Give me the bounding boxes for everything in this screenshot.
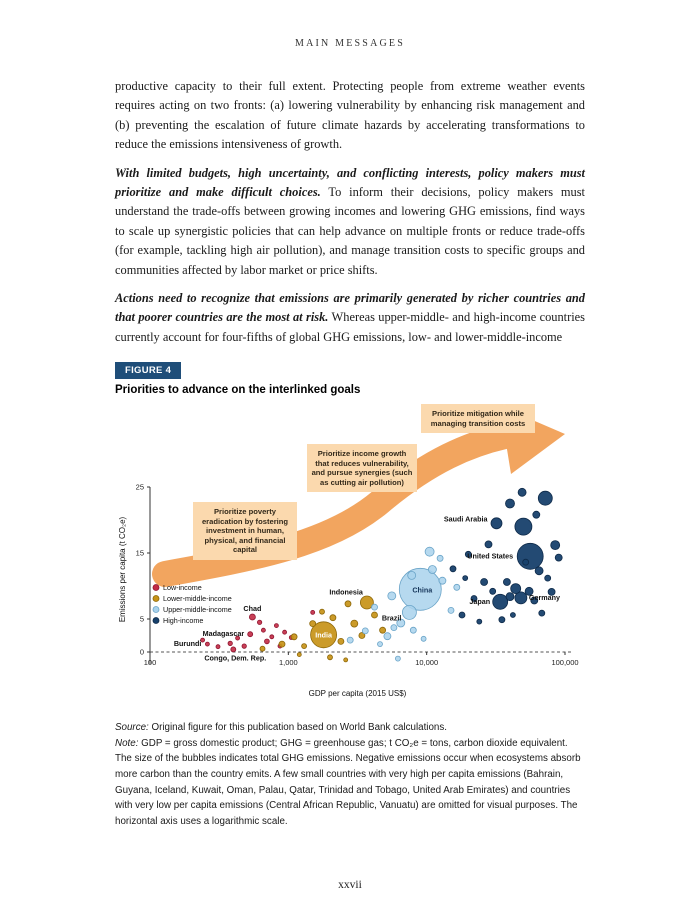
figure-badge: FIGURE 4	[115, 362, 181, 379]
bubble	[362, 628, 368, 634]
bubble	[523, 559, 529, 565]
bubble	[485, 541, 492, 548]
bubble	[297, 653, 301, 657]
note-line	[115, 736, 585, 830]
bubble	[517, 544, 543, 570]
bubble	[551, 541, 560, 550]
paragraph-lead: With limited budgets, high uncertainty, and conflicting interests, policy makers must prioritize and make difficult choices.	[115, 165, 585, 200]
bubble	[538, 491, 552, 505]
legend-marker	[153, 618, 159, 624]
bubble	[493, 595, 508, 610]
note-label: Note:	[115, 737, 139, 749]
paragraph	[115, 164, 585, 280]
bubble	[302, 644, 307, 649]
y-tick-label: 25	[135, 482, 144, 492]
figure-source-note	[115, 720, 585, 829]
running-header: MAIN MESSAGES	[294, 38, 405, 49]
annotation-priority-poverty: Prioritize poverty eradication by fostering investment in human, physical, and financial capital	[193, 502, 297, 559]
bubble	[378, 642, 383, 647]
bubble	[274, 624, 278, 628]
y-tick-label: 15	[135, 548, 144, 558]
country-label: Germany	[528, 593, 561, 603]
x-tick-label: 100,000	[551, 658, 579, 668]
bubble	[291, 634, 297, 640]
bubble	[539, 610, 545, 616]
bubble	[437, 556, 443, 562]
x-axis-title: GDP per capita (2015 US$)	[308, 689, 407, 699]
bubble	[395, 656, 400, 661]
bubble	[347, 637, 353, 643]
bubble	[499, 617, 505, 623]
bubble	[450, 566, 456, 572]
bubble	[408, 572, 416, 580]
bubble	[231, 647, 236, 652]
figure-chart	[115, 402, 585, 712]
bubble	[384, 633, 391, 640]
bubble	[249, 614, 255, 620]
country-label: Chad	[243, 604, 262, 614]
bubble	[372, 612, 378, 618]
bubble	[491, 518, 502, 529]
annotation-priority-income-growth: Prioritize income growth that reduces vulnerability, and pursue synergies (such as cutting air pollution)	[307, 444, 417, 492]
bubble	[506, 499, 515, 508]
legend-marker	[153, 607, 159, 613]
bubble	[257, 620, 261, 624]
country-label: Saudi Arabia	[443, 514, 488, 524]
bubble	[402, 606, 416, 620]
annotation-priority-mitigation: Prioritize mitigation while managing transition costs	[421, 404, 535, 433]
bubble	[283, 630, 287, 634]
bubble	[506, 593, 514, 601]
x-tick-label: 1,000	[278, 658, 298, 668]
paragraph-text: productive capacity to their full extent. Protecting people from extreme weather events requires acting on two fronts: (a) lowering vulnerability by enhancing risk management and (b) preventing the escalation of future climate hazards by accelerating transformations to reduce the emissions intensiveness of growth.	[115, 79, 585, 152]
figure-block	[115, 360, 585, 829]
figure-title: Priorities to advance on the interlinked goals	[115, 384, 361, 397]
country-label: Indonesia	[329, 587, 363, 597]
bubble	[320, 609, 325, 614]
legend-label: Lower-middle-income	[163, 594, 232, 604]
bubble	[515, 518, 532, 535]
y-tick-label: 0	[139, 647, 144, 657]
bubble	[421, 637, 426, 642]
bubble	[477, 619, 482, 624]
bubble	[490, 589, 496, 595]
bubble	[310, 621, 316, 627]
bubble	[533, 511, 540, 518]
bubble	[510, 613, 515, 618]
bubble	[328, 655, 333, 660]
note-text: GDP = gross domestic product; GHG = greenhouse gas; t CO₂e = tons, carbon dioxide equivalent. The size of the bubbles indicates total GHG emissions. Negative emissions occur when ecosystems absorb more carbon than the country emits. A few small countries with very high per capita emissions (Bahrain, Guyana, Iceland, Kuwait, Oman, Palau, Qatar, Trinidad and Tobago, United Arab Emirates) and countries with very low per capita emissions (Central African Republic, Vanuatu) are omitted for visual purposes. The horizontal axis uses a logarithmic scale.	[115, 737, 581, 827]
bubble	[261, 628, 265, 632]
bubble	[448, 608, 454, 614]
paragraph-text: To inform their decisions, policy makers must understand the trade-offs between growing incomes and lowering GHG emissions, find ways to scale up synergistic policies that can help advance on multiple fronts or reduce trade-offs (for example, tackling high air pollution), and manage transition costs to specific groups and communities affected by labor market or price shifts.	[115, 185, 585, 277]
country-label: China	[412, 585, 433, 595]
bubble	[459, 612, 465, 618]
bubble	[425, 547, 434, 556]
paragraph-text: Whereas upper-middle- and high-income countries currently account for four-fifths of global GHG emissions, low- and lower-middle-income	[115, 310, 585, 344]
bubble	[388, 592, 396, 600]
bubble	[372, 604, 378, 610]
bubble	[228, 641, 232, 645]
bubble	[338, 639, 344, 645]
bubble	[380, 627, 386, 633]
bubble	[279, 641, 285, 647]
bubble	[503, 579, 510, 586]
bubble	[555, 554, 562, 561]
bubble	[345, 601, 351, 607]
bubble	[518, 489, 526, 497]
paragraph-lead: Actions need to recognize that emissions are primarily generated by richer countries and that poorer countries are the most at risk.	[115, 291, 585, 325]
source-text: Original figure for this publication based on World Bank calculations.	[148, 722, 448, 734]
paragraph	[115, 77, 585, 155]
bubble	[391, 625, 397, 631]
country-label: Japan	[469, 597, 491, 607]
bubble	[454, 585, 460, 591]
legend-label: Low-income	[163, 583, 202, 593]
legend-label: Upper-middle-income	[163, 605, 232, 615]
bubble	[481, 579, 488, 586]
source-label: Source:	[115, 722, 149, 734]
country-label: Brazil	[381, 613, 402, 623]
bubble	[330, 615, 336, 621]
country-label: Congo, Dem. Rep.	[204, 653, 267, 663]
country-label: India	[315, 630, 332, 640]
x-tick-label: 100	[143, 658, 157, 668]
bubble	[545, 575, 551, 581]
y-axis-title: Emissions per capita (t CO₂e)	[118, 517, 127, 623]
body-text	[115, 77, 585, 347]
paragraph	[115, 289, 585, 347]
bubble	[428, 566, 436, 574]
country-label: Madagascar	[202, 629, 245, 639]
bubble	[248, 632, 253, 637]
content-column	[115, 0, 585, 829]
bubble	[216, 645, 220, 649]
x-tick-label: 10,000	[415, 658, 439, 668]
bubble	[535, 567, 543, 575]
bubble	[344, 658, 348, 662]
source-line	[115, 720, 585, 736]
bubble	[463, 576, 468, 581]
page-number: xxvii	[338, 879, 362, 891]
y-tick-label: 5	[139, 614, 144, 624]
bubble	[205, 642, 209, 646]
bubble	[511, 584, 521, 594]
bubble	[265, 639, 270, 644]
legend-label: High-income	[163, 616, 204, 626]
bubble	[260, 646, 265, 651]
country-label: Burundi	[173, 639, 202, 649]
legend-marker	[153, 585, 159, 591]
bubble	[311, 611, 315, 615]
bubble	[242, 644, 246, 648]
bubble	[270, 635, 274, 639]
bubble	[410, 627, 416, 633]
legend-marker	[153, 596, 159, 602]
bubble	[439, 577, 446, 584]
country-label: United States	[467, 551, 514, 561]
bubble	[351, 620, 358, 627]
